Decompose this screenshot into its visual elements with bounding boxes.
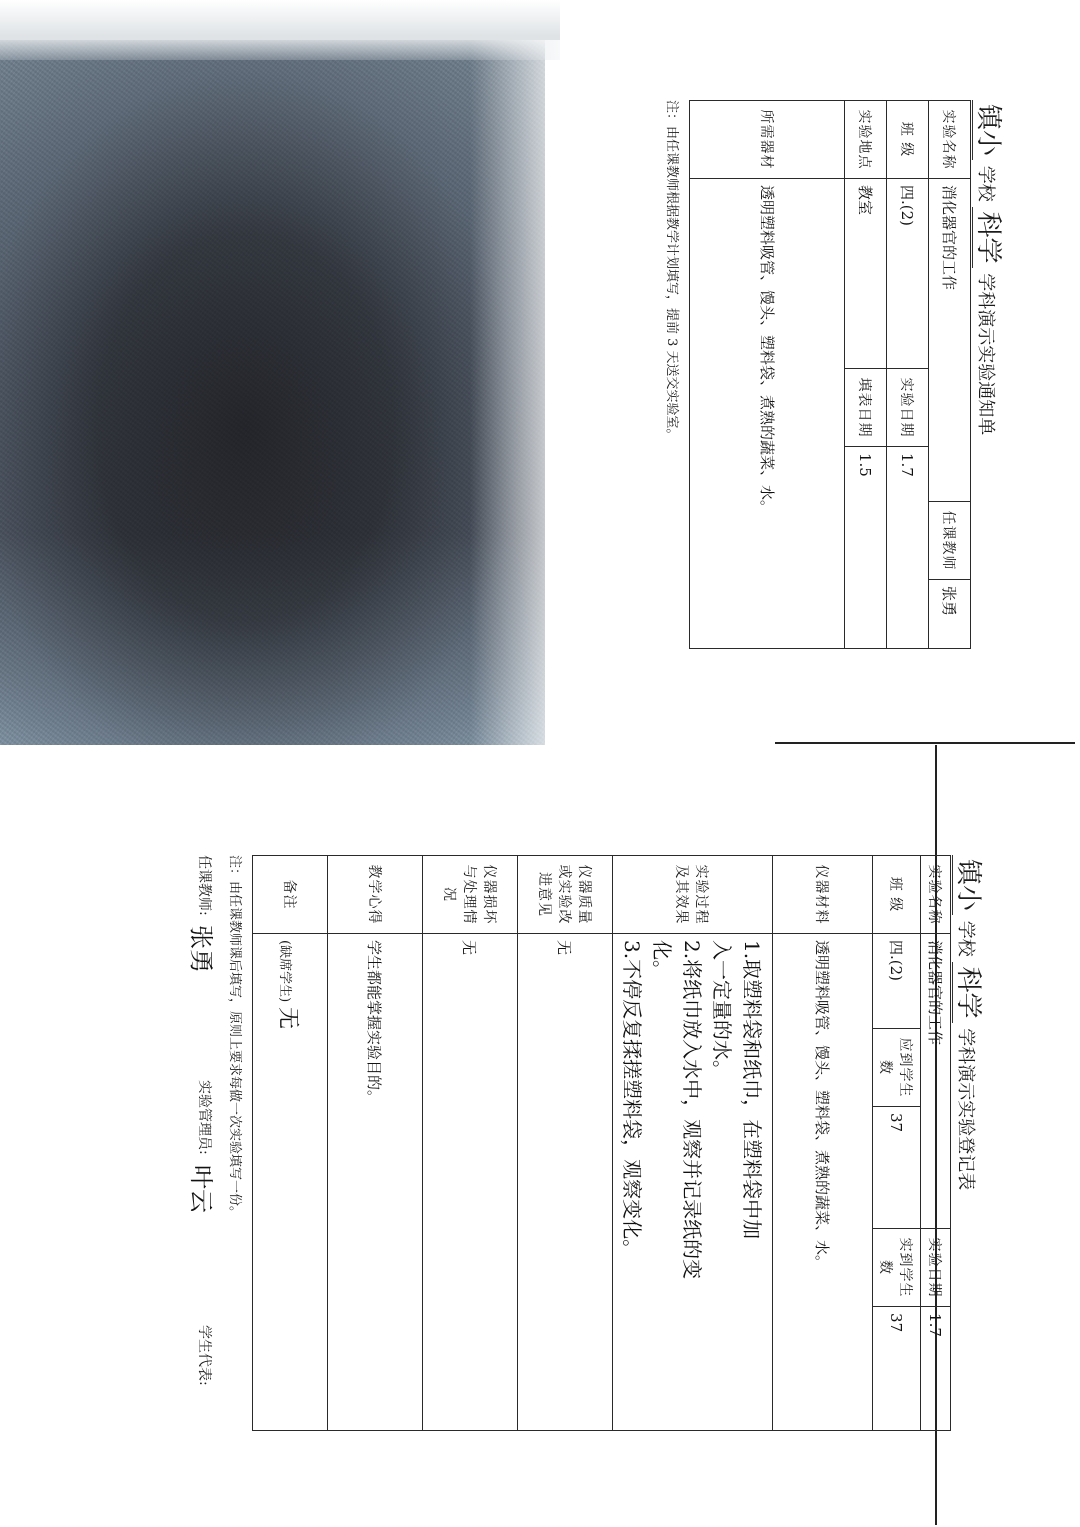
form2-signatures bbox=[187, 855, 221, 1430]
form1-label-teacher: 任课教师 bbox=[929, 502, 971, 580]
form2-teacher-label: 任课教师: bbox=[196, 855, 212, 916]
form2-quality: 无 bbox=[518, 934, 613, 1431]
form1-subject: 科学 bbox=[972, 207, 1003, 267]
form1-label-location: 实验地点 bbox=[845, 101, 887, 179]
form1-table bbox=[689, 100, 971, 649]
notification-form bbox=[664, 100, 1005, 648]
form2-expected: 37 bbox=[873, 1107, 921, 1229]
form1-exp-date: 1.7 bbox=[887, 447, 929, 649]
form1-title bbox=[971, 100, 1005, 648]
form2-remarks bbox=[253, 934, 328, 1431]
form2-teacher-signature: 张勇 bbox=[187, 925, 215, 973]
form2-process-line: 3.不停反复揉搓塑料袋，观察变化。 bbox=[620, 940, 645, 1260]
form2-label-exp-name: 实验名称 bbox=[921, 856, 951, 934]
form1-title-suffix: 学科演示实验通知单 bbox=[975, 273, 996, 436]
form2-exp-name: 消化器官的工作 bbox=[921, 934, 951, 1229]
form2-title-suffix: 学科演示实验登记表 bbox=[955, 1028, 976, 1191]
form2-rep-label: 学生代表: bbox=[196, 1325, 212, 1386]
form1-label-exp-date: 实验日期 bbox=[887, 369, 929, 447]
form2-process-line: 1.取塑料袋和纸巾，在塑料袋中加 bbox=[740, 940, 765, 1240]
form1-location: 教室 bbox=[845, 179, 887, 369]
form2-table bbox=[252, 855, 951, 1431]
form1-materials: 透明塑料吸管、馒头、塑料袋、煮熟的蔬菜、水。 bbox=[690, 179, 845, 649]
textured-photo bbox=[0, 40, 545, 745]
form2-admin-label: 实验管理员: bbox=[196, 1080, 212, 1155]
form2-absent: 无 bbox=[275, 1006, 301, 1029]
form2-subject: 科学 bbox=[952, 962, 983, 1022]
form1-label-materials: 所需器材 bbox=[690, 101, 845, 179]
form1-school-suffix: 学校 bbox=[975, 165, 996, 202]
form2-label-exp-date: 实验日期 bbox=[921, 1229, 951, 1307]
form1-class: 四.(2) bbox=[887, 179, 929, 369]
form2-label-remarks: 备注 bbox=[253, 856, 328, 934]
form1-school: 镇小 bbox=[972, 100, 1003, 160]
form2-materials: 透明塑料吸管、馒头、塑料袋、煮熟的蔬菜、水。 bbox=[773, 934, 873, 1431]
form2-damage: 无 bbox=[423, 934, 518, 1431]
form1-note: 注：由任课教师根据教学计划填写，提前 3 天送交实验室。 bbox=[664, 100, 679, 442]
form2-label-actual: 实到学生数 bbox=[873, 1229, 921, 1307]
form2-reflection: 学生都能掌握实验目的。 bbox=[328, 934, 423, 1431]
form2-note: 注：由任课教师课后填写，原则上要求每做一次实验填写一份。 bbox=[227, 855, 242, 1220]
form1-fill-date: 1.5 bbox=[845, 447, 887, 649]
form2-title bbox=[951, 855, 985, 1430]
form1-label-fill-date: 填表日期 bbox=[845, 369, 887, 447]
form2-label-process: 实验过程及其效果 bbox=[613, 856, 773, 934]
form2-label-damage: 仪器损坏与处理情况 bbox=[423, 856, 518, 934]
photo-edge-fade bbox=[470, 40, 560, 745]
form2-exp-date: 1.7 bbox=[921, 1307, 951, 1431]
form1-label-class: 班 级 bbox=[887, 101, 929, 179]
form1-label-exp-name: 实验名称 bbox=[929, 101, 971, 179]
form2-process-line: 2.将纸巾放入水中，观察并记录纸的变 bbox=[680, 940, 705, 1280]
form2-label-class: 班 级 bbox=[873, 856, 921, 934]
form2-label-reflection: 教学心得 bbox=[328, 856, 423, 934]
form2-admin-signature: 叶云 bbox=[187, 1165, 215, 1213]
registration-form bbox=[187, 855, 985, 1430]
form2-process-line: 化。 bbox=[650, 940, 675, 980]
form2-label-materials: 仪器材料 bbox=[773, 856, 873, 934]
form2-label-quality: 仪器质量或实验改进意见 bbox=[518, 856, 613, 934]
form2-label-absent: (缺席学生) bbox=[277, 940, 293, 1003]
form2-school: 镇小 bbox=[952, 855, 983, 915]
form2-process-line: 入一定量的水。 bbox=[710, 940, 735, 1080]
form1-exp-name: 消化器官的工作 bbox=[929, 179, 971, 502]
form2-actual: 37 bbox=[873, 1307, 921, 1431]
form1-teacher: 张勇 bbox=[929, 580, 971, 649]
form2-class: 四.(2) bbox=[873, 934, 921, 1029]
form2-school-suffix: 学校 bbox=[955, 920, 976, 957]
form2-process bbox=[613, 934, 773, 1431]
form2-label-expected: 应到学生数 bbox=[873, 1029, 921, 1107]
pen-line bbox=[775, 742, 1075, 744]
